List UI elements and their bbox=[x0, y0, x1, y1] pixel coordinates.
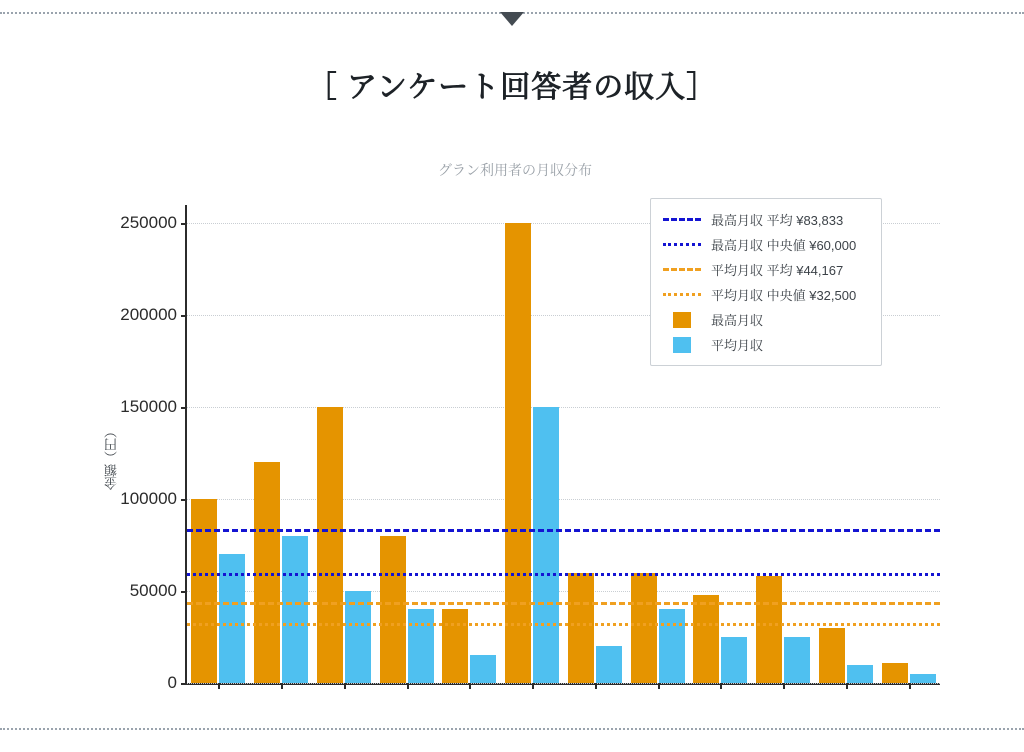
bar-avg-monthly-income bbox=[345, 591, 371, 683]
legend-item-label: 平均月収 中央値 ¥32,500 bbox=[711, 288, 857, 303]
legend-item-label: 最高月収 中央値 ¥60,000 bbox=[711, 238, 857, 253]
bar-max-monthly-income bbox=[756, 576, 782, 683]
legend-item bbox=[661, 332, 871, 357]
bar-max-monthly-income bbox=[191, 499, 217, 683]
bar-max-monthly-income bbox=[693, 595, 719, 683]
legend-key-line-icon bbox=[661, 257, 703, 282]
reference-line bbox=[187, 529, 940, 532]
y-tick-label: 200000 bbox=[120, 305, 177, 325]
reference-line bbox=[187, 573, 940, 576]
x-tick-mark bbox=[344, 683, 346, 689]
y-tick-label: 250000 bbox=[120, 213, 177, 233]
legend-item bbox=[661, 257, 871, 282]
bar-max-monthly-income bbox=[505, 223, 531, 683]
y-tick-mark bbox=[181, 499, 187, 501]
y-tick-mark bbox=[181, 591, 187, 593]
chart-container bbox=[60, 140, 970, 710]
reference-line bbox=[187, 602, 940, 605]
legend-item-label: 最高月収 bbox=[711, 313, 764, 328]
bar-max-monthly-income bbox=[819, 628, 845, 683]
bar-avg-monthly-income bbox=[282, 536, 308, 683]
triangle-down-icon bbox=[500, 12, 524, 26]
x-tick-mark bbox=[595, 683, 597, 689]
chart-title: グラン利用者の月収分布 bbox=[438, 162, 592, 178]
legend-key-swatch-icon bbox=[661, 307, 703, 332]
bottom-divider bbox=[0, 728, 1024, 730]
x-tick-mark bbox=[218, 683, 220, 689]
legend-key-line-icon bbox=[661, 232, 703, 257]
bar-avg-monthly-income bbox=[533, 407, 559, 683]
legend-item-label: 最高月収 平均 ¥83,833 bbox=[711, 213, 844, 228]
bar-avg-monthly-income bbox=[470, 655, 496, 683]
bar-avg-monthly-income bbox=[721, 637, 747, 683]
legend-key-swatch-icon bbox=[661, 332, 703, 357]
legend-item bbox=[661, 307, 871, 332]
page-title: ［ アンケート回答者の収入］ bbox=[306, 71, 718, 104]
y-tick-mark bbox=[181, 683, 187, 685]
y-gridline bbox=[187, 407, 940, 408]
bar-max-monthly-income bbox=[631, 573, 657, 683]
y-gridline bbox=[187, 683, 940, 684]
legend-key-line-icon bbox=[661, 282, 703, 307]
reference-line bbox=[187, 623, 940, 626]
bar-avg-monthly-income bbox=[910, 674, 936, 683]
x-tick-mark bbox=[281, 683, 283, 689]
bar-max-monthly-income bbox=[882, 663, 908, 683]
x-tick-mark bbox=[909, 683, 911, 689]
y-tick-mark bbox=[181, 315, 187, 317]
legend-item bbox=[661, 282, 871, 307]
y-gridline bbox=[187, 499, 940, 500]
chart-legend bbox=[650, 198, 882, 366]
bar-max-monthly-income bbox=[317, 407, 343, 683]
legend-item-label: 平均月収 bbox=[711, 338, 764, 353]
y-tick-label: 150000 bbox=[120, 397, 177, 417]
legend-item bbox=[661, 232, 871, 257]
y-tick-label: 100000 bbox=[120, 489, 177, 509]
bar-max-monthly-income bbox=[380, 536, 406, 683]
bar-avg-monthly-income bbox=[596, 646, 622, 683]
legend-item-label: 平均月収 平均 ¥44,167 bbox=[711, 263, 844, 278]
x-tick-mark bbox=[407, 683, 409, 689]
bar-max-monthly-income bbox=[568, 573, 594, 683]
bar-avg-monthly-income bbox=[408, 609, 434, 683]
bar-avg-monthly-income bbox=[847, 665, 873, 683]
y-tick-mark bbox=[181, 223, 187, 225]
x-tick-mark bbox=[658, 683, 660, 689]
x-tick-mark bbox=[720, 683, 722, 689]
y-tick-label: 50000 bbox=[129, 581, 177, 601]
y-tick-label: 0 bbox=[167, 673, 177, 692]
y-tick-mark bbox=[181, 407, 187, 409]
y-axis-label: 金額（円） bbox=[104, 425, 119, 490]
x-tick-mark bbox=[532, 683, 534, 689]
x-tick-mark bbox=[846, 683, 848, 689]
x-tick-mark bbox=[783, 683, 785, 689]
legend-key-line-icon bbox=[661, 207, 703, 232]
bar-max-monthly-income bbox=[442, 609, 468, 683]
bar-avg-monthly-income bbox=[784, 637, 810, 683]
x-tick-mark bbox=[469, 683, 471, 689]
bar-avg-monthly-income bbox=[659, 609, 685, 683]
legend-item bbox=[661, 207, 871, 232]
